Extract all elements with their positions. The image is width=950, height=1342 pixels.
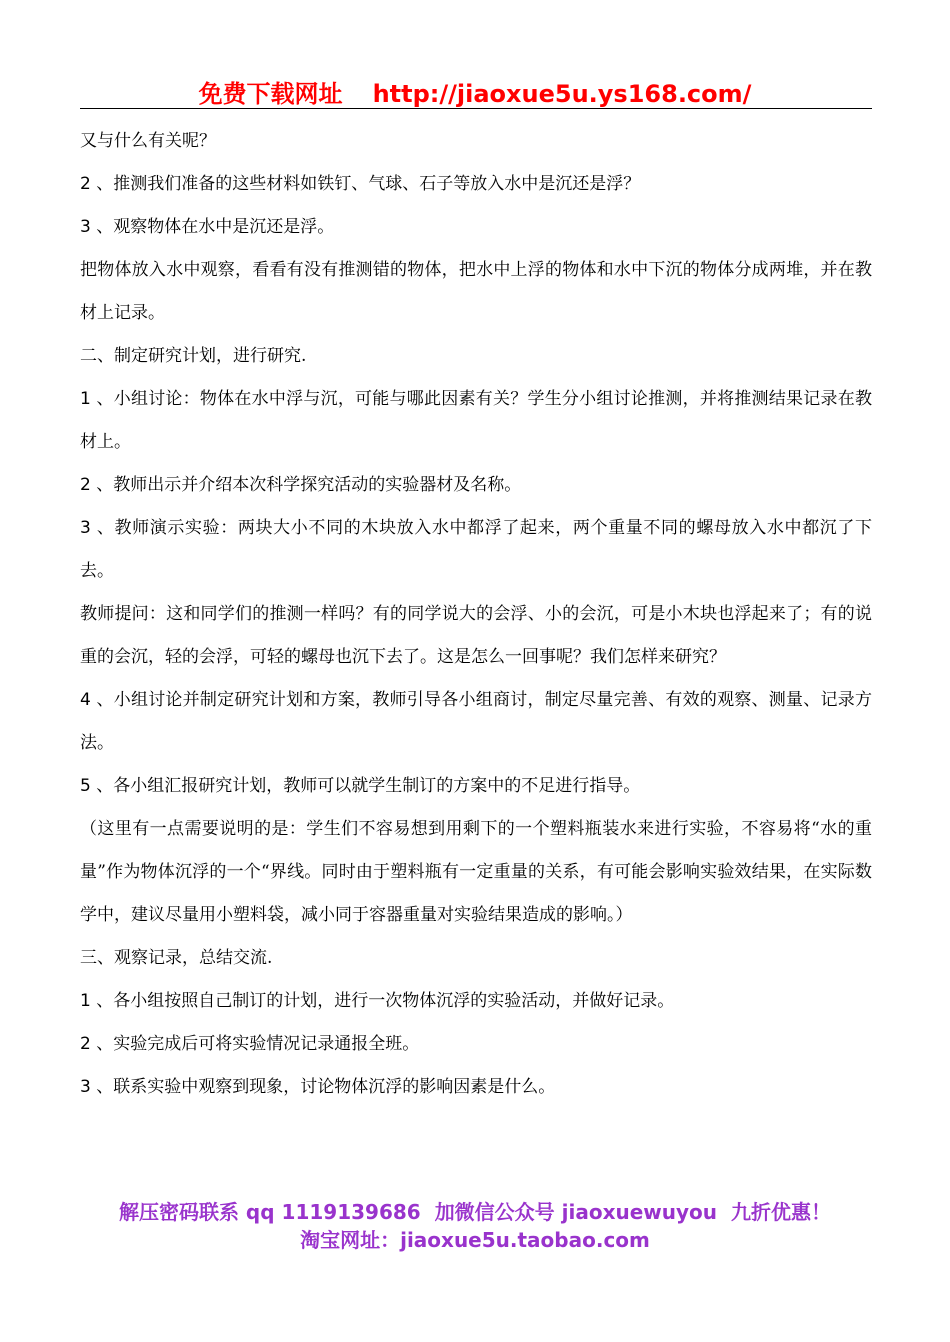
paragraph: 2 、教师出示并介绍本次科学探究活动的实验器材及名称。 [80, 475, 522, 495]
header-label: 免费下载网址 [198, 80, 343, 108]
paragraph: 5 、各小组汇报研究计划，教师可以就学生制订的方案中的不足进行指导。 [80, 776, 641, 796]
footer-contact-line [0, 1196, 950, 1225]
paragraph: 又与什么有关呢？ [80, 131, 216, 151]
paragraph: 2 、推测我们准备的这些材料如铁钉、气球、石子等放入水中是沉还是浮？ [80, 174, 641, 194]
paragraph: 3 、观察物体在水中是沉还是浮。 [80, 217, 335, 237]
paragraph: 2 、实验完成后可将实验情况记录通报全班。 [80, 1034, 420, 1054]
paragraph: 3 、联系实验中观察到现象，讨论物体沉浮的影响因素是什么。 [80, 1077, 556, 1097]
paragraph: 3 、教师演示实验：两块大小不同的木块放入水中都浮了起来，两个重量不同的螺母放入水中都沉了下去。 [80, 518, 872, 581]
paragraph: 1 、小组讨论：物体在水中浮与沉，可能与哪此因素有关？学生分小组讨论推测，并将推测结果记录在教材上。 [80, 389, 872, 452]
footer-password-contact: 解压密码联系 qq 1119139686 [118, 1200, 421, 1224]
header-banner [0, 74, 950, 109]
paragraph: 1 、各小组按照自己制订的计划，进行一次物体沉浮的实验活动，并做好记录。 [80, 991, 675, 1011]
document-body [80, 120, 872, 1109]
section-heading: 二、制定研究计划，进行研究. [80, 346, 307, 366]
footer-wechat: 加微信公众号 jiaoxuewuyou [434, 1200, 718, 1224]
paragraph: 把物体放入水中观察，看看有没有推测错的物体，把水中上浮的物体和水中下沉的物体分成两堆，并在教材上记录。 [80, 260, 872, 323]
header-url-link[interactable]: http://jiaoxue5u.ys168.com/ [372, 80, 752, 108]
header-divider [80, 108, 872, 109]
paragraph: 教师提问：这和同学们的推测一样吗？有的同学说大的会浮、小的会沉，可是小木块也浮起来了；有的说重的会沉，轻的会浮，可轻的螺母也沉下去了。这是怎么一回事呢？我们怎样来研究？ [80, 604, 872, 667]
note-paragraph: （这里有一点需要说明的是：学生们不容易想到用剩下的一个塑料瓶装水来进行实验，不容易将“水的重量”作为物体沉浮的一个“界线。同时由于塑料瓶有一定重量的关系，有可能会影响实验效结果，在实际数学中，建议尽量用小塑料袋，减小同于容器重量对实验结果造成的影响。） [80, 819, 872, 925]
footer-discount: 九折优惠！ [731, 1200, 832, 1224]
paragraph: 4 、小组讨论并制定研究计划和方案，教师引导各小组商讨，制定尽量完善、有效的观察、测量、记录方法。 [80, 690, 872, 753]
footer-shop-link[interactable]: 淘宝网址：jiaoxue5u.taobao.com [300, 1228, 650, 1252]
section-heading: 三、观察记录，总结交流. [80, 948, 273, 968]
